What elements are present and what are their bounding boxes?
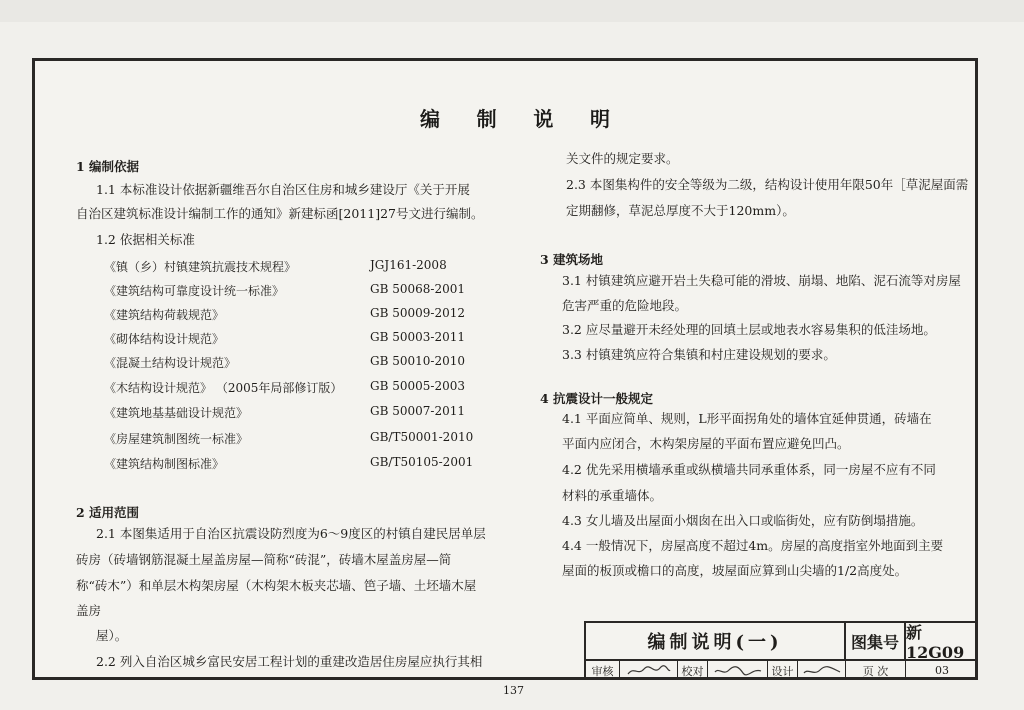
s2-2-line1: 2.2 列入自治区城乡富民安居工程计划的重建改造居住房屋应执行其相: [96, 654, 483, 669]
review-signature: [620, 661, 678, 680]
title-char: 明: [589, 107, 610, 131]
standard-name: 《建筑结构可靠度设计统一标准》: [104, 284, 285, 298]
standard-row: [104, 404, 464, 421]
drawing-title: 编制说明(一): [586, 623, 846, 661]
review-label: 审核: [586, 661, 620, 680]
section-1-heading: 1 编制依据: [76, 159, 140, 174]
signature-scribble-icon: [626, 664, 672, 678]
standard-row: [104, 258, 464, 275]
s4-2-line1: 4.2 优先采用横墙承重或纵横墙共同承重体系，同一房屋不应有不同: [562, 462, 936, 477]
s2-1-line2: 砖房（砖墙钢筋混凝土屋盖房屋—简称“砖混”，砖墙木屋盖房屋—简: [76, 552, 452, 567]
check-label: 校对: [678, 661, 708, 680]
standard-row: [104, 379, 464, 396]
atlas-number: 新12G09: [906, 623, 978, 661]
signature-scribble-icon: [802, 664, 842, 678]
section-2-heading: 2 适用范围: [76, 505, 140, 520]
s3-1-line1: 3.1 村镇建筑应避开岩土失稳可能的滑坡、崩塌、地陷、泥石流等对房屋: [562, 273, 961, 288]
s3-2-line1: 3.2 应尽量避开未经处理的回填土层或地表水容易集积的低洼场地。: [562, 322, 936, 337]
page-label: 页 次: [846, 661, 906, 680]
check-signature: [708, 661, 768, 680]
s2-1-line4: 盖房: [76, 603, 102, 618]
title-block-signature-row: [586, 661, 978, 680]
title-char: 说: [533, 107, 554, 131]
standard-name: 《房屋建筑制图统一标准》: [104, 432, 249, 446]
s4-1-line2: 平面内应闭合，木构架房屋的平面布置应避免凹凸。: [562, 436, 850, 451]
section-3-heading: 3 建筑场地: [540, 252, 604, 267]
standard-code: GB/T50105-2001: [370, 455, 474, 469]
standard-name: 《砌体结构设计规范》: [104, 332, 225, 346]
s2-1-line5: 屋）。: [96, 628, 128, 643]
s4-2-line2: 材料的承重墙体。: [562, 488, 663, 503]
standard-code: JGJ161-2008: [370, 258, 447, 272]
standard-name: 《建筑结构荷载规范》: [104, 308, 225, 322]
s1-1-line1: 1.1 本标准设计依据新疆维吾尔自治区住房和城乡建设厅《关于开展: [96, 182, 470, 197]
standard-code: GB/T50001-2010: [370, 430, 474, 444]
title-char: 制: [476, 107, 497, 131]
s2-3-line2: 定期翻修，草泥总厚度不大于120mm）。: [566, 203, 795, 218]
standard-row: [104, 330, 464, 347]
standard-code: GB 50068-2001: [370, 282, 465, 296]
standard-row: [104, 282, 464, 299]
standard-name: 《木结构设计规范》 （2005年局部修订版）: [104, 381, 343, 395]
s3-3-line1: 3.3 村镇建筑应符合集镇和村庄建设规划的要求。: [562, 347, 836, 362]
standard-name: 《建筑地基基础设计规范》: [104, 406, 249, 420]
section-4-heading: 4 抗震设计一般规定: [540, 391, 654, 406]
page-number: 137: [503, 684, 524, 697]
standard-row: [104, 306, 464, 323]
standard-code: GB 50010-2010: [370, 354, 465, 368]
page-value: 03: [935, 664, 949, 677]
s2-1-line1: 2.1 本图集适用于自治区抗震设防烈度为6～9度区的村镇自建民居单层: [96, 526, 486, 541]
s2-3-line1: 2.3 本图集构件的安全等级为二级，结构设计使用年限50年［草泥屋面需: [566, 177, 969, 192]
s3-1-line2: 危害严重的危险地段。: [562, 298, 688, 313]
standard-code: GB 50009-2012: [370, 306, 465, 320]
standard-name: 《混凝土结构设计规范》: [104, 356, 237, 370]
design-signature: [798, 661, 846, 680]
design-label: 设计: [768, 661, 798, 680]
s4-3-line1: 4.3 女儿墙及出屋面小烟囱在出入口或临街处，应有防倒塌措施。: [562, 513, 924, 528]
signature-scribble-icon: [713, 664, 763, 678]
s4-1-line1: 4.1 平面应简单、规则，L形平面拐角处的墙体宜延伸贯通，砖墙在: [562, 411, 932, 426]
standard-row: [104, 354, 464, 371]
s2-1-line3: 称“砖木”）和单层木构架房屋（木构架木板夹芯墙、笆子墙、土坯墙木屋: [76, 578, 477, 593]
s4-4-line2: 屋面的板顶或檐口的高度，坡屋面应算到山尖墙的1/2高度处。: [562, 563, 908, 578]
document-title: [420, 103, 610, 132]
standard-code: GB 50003-2011: [370, 330, 465, 344]
standard-code: GB 50007-2011: [370, 404, 465, 418]
standard-name: 《镇（乡）村镇建筑抗震技术规程》: [104, 260, 297, 274]
continued-line: 关文件的规定要求。: [566, 151, 679, 166]
standard-name: 《建筑结构制图标准》: [104, 457, 225, 471]
s4-4-line1: 4.4 一般情况下，房屋高度不超过4m。房屋的高度指室外地面到主要: [562, 538, 944, 553]
title-block: [584, 621, 978, 680]
standard-row: [104, 430, 474, 447]
s1-1-line2: 自治区建筑标准设计编制工作的通知》新建标函[2011]27号文进行编制。: [76, 206, 484, 221]
standard-row: [104, 455, 474, 472]
title-char: 编: [420, 107, 440, 131]
page-top-strip: [0, 0, 1024, 22]
atlas-number-label: 图集号: [846, 623, 906, 661]
standard-code: GB 50005-2003: [370, 379, 465, 393]
s1-2-heading: 1.2 依据相关标准: [96, 232, 195, 247]
